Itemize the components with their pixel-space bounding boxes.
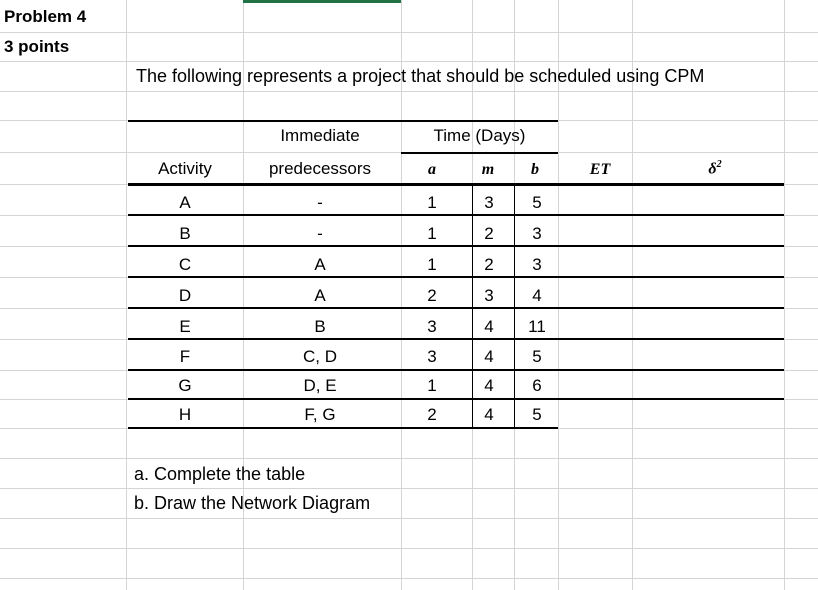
predecessors-cell: - (317, 224, 323, 243)
activity-cell: G (178, 376, 192, 395)
b-cell: 5 (532, 193, 542, 212)
predecessors-cell: D, E (303, 376, 337, 395)
b-cell: 11 (528, 317, 546, 336)
a-cell: 1 (427, 193, 437, 212)
a-cell: 3 (427, 347, 437, 366)
header-variance (695, 160, 735, 177)
b-cell: 6 (532, 376, 542, 395)
m-cell: 2 (484, 255, 494, 274)
activity-cell: H (178, 405, 192, 424)
header-time-days: Time (Days) (433, 126, 526, 145)
b-cell: 3 (532, 224, 542, 243)
header-predecessors: predecessors (268, 159, 372, 178)
a-cell: 2 (427, 286, 437, 305)
predecessors-cell: F, G (304, 405, 336, 424)
problem-intro: The following represents a project that should be scheduled using CPM (136, 66, 705, 86)
header-b: b (531, 161, 539, 178)
b-cell: 3 (532, 255, 542, 274)
predecessors-cell: B (314, 317, 326, 336)
m-cell: 3 (484, 193, 494, 212)
m-cell: 2 (484, 224, 494, 243)
m-cell: 4 (484, 405, 494, 424)
m-cell: 4 (484, 347, 494, 366)
activity-cell: B (179, 224, 191, 243)
activity-cell: F (179, 347, 191, 366)
variance-superscript: 2 (716, 159, 722, 170)
activity-cell: C (178, 255, 192, 274)
m-cell: 4 (484, 376, 494, 395)
header-m: m (481, 161, 495, 178)
m-cell: 3 (484, 286, 494, 305)
predecessors-cell: A (314, 286, 326, 305)
predecessors-cell: C, D (303, 347, 337, 366)
activity-cell: D (178, 286, 192, 305)
problem-points: 3 points (4, 37, 70, 56)
a-cell: 1 (427, 255, 437, 274)
a-cell: 3 (427, 317, 437, 336)
m-cell: 4 (484, 317, 494, 336)
header-a: a (428, 161, 436, 178)
task-complete-table: a. Complete the table (134, 464, 306, 484)
header-activity: Activity (158, 159, 212, 178)
variance-symbol: δ (708, 160, 717, 178)
a-cell: 2 (427, 405, 437, 424)
a-cell: 1 (427, 376, 437, 395)
b-cell: 5 (532, 347, 542, 366)
b-cell: 5 (532, 405, 542, 424)
predecessors-cell: - (317, 193, 323, 212)
task-draw-network: b. Draw the Network Diagram (134, 493, 371, 513)
selected-column-indicator (243, 0, 401, 3)
header-et: ET (589, 161, 611, 178)
header-immediate: Immediate (280, 126, 360, 145)
problem-title: Problem 4 (4, 7, 87, 26)
b-cell: 4 (532, 286, 542, 305)
activity-cell: A (179, 193, 191, 212)
activity-cell: E (179, 317, 191, 336)
a-cell: 1 (427, 224, 437, 243)
predecessors-cell: A (314, 255, 326, 274)
